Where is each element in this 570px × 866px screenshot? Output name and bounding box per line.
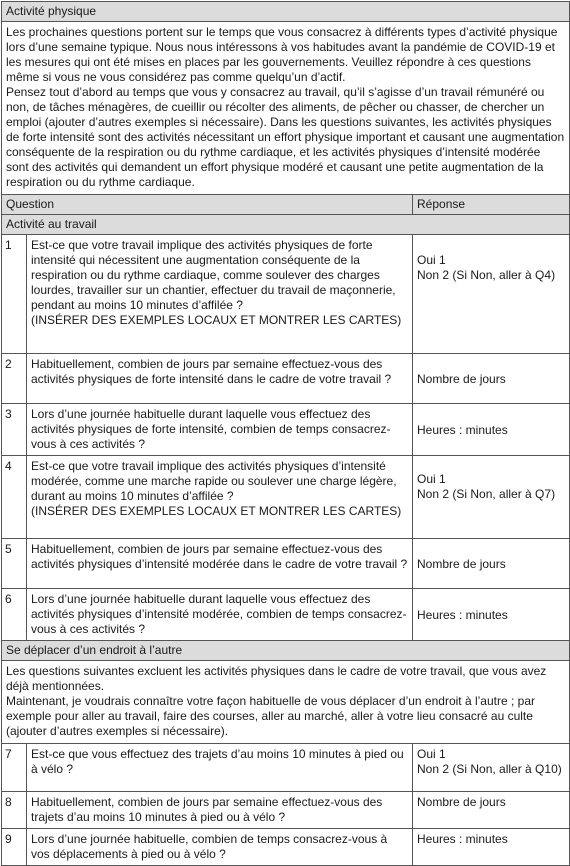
question-number: 3 bbox=[2, 404, 27, 456]
answer-cell bbox=[413, 456, 570, 539]
column-header-question: Question bbox=[2, 195, 413, 215]
question-number: 2 bbox=[2, 354, 27, 404]
question-example-note: (INSÉRER DES EXEMPLES LOCAUX ET MONTRER LES CARTES) bbox=[31, 313, 402, 327]
answer-cell: Nombre de jours bbox=[413, 354, 570, 404]
section-intro bbox=[2, 22, 570, 195]
table-row bbox=[2, 456, 570, 539]
answer-option-no: Non 2 (Si Non, aller à Q10) bbox=[417, 762, 562, 776]
question-text: Lors d’une journée habituelle durant laquelle vous effectuez des activités physiques de forte intensité, combien de temps consacrez-vous à ces activités ? bbox=[27, 404, 413, 456]
table-row bbox=[2, 829, 570, 866]
intro-paragraph-1: Les questions suivantes excluent les activités physiques dans le cadre de votre travail, que vous avez déjà mentionnées. bbox=[6, 664, 547, 693]
table-row bbox=[2, 589, 570, 641]
question-text bbox=[27, 235, 413, 354]
question-body: Est-ce que votre travail implique des activités physiques d’intensité modérée, comme une marche rapide ou soulever une charge légère, durant au moins 10 minutes d’affilée ? bbox=[31, 459, 397, 503]
table-row bbox=[2, 744, 570, 792]
questionnaire-table bbox=[1, 1, 570, 866]
question-number: 1 bbox=[2, 235, 27, 354]
question-body: Est-ce que votre travail implique des activités physiques de forte intensité qui nécessitent une augmentation conséquente de la respiration ou du rythme cardiaque, comme soulever des charges lourdes, travailler sur un chantier, effectuer du travail de maçonnerie, pendant au moins 10 minutes d’affilée ? bbox=[31, 238, 396, 312]
table-row bbox=[2, 404, 570, 456]
intro-paragraph-2: Pensez tout d’abord au temps que vous y consacrez au travail, qu’il s’agisse d’un travail rémunéré ou non, de tâches ménagères, de cueillir ou récolter des aliments, de pêcher ou chasser, de chercher un emploi (ajouter d’autres exemples si nécessaire). Dans les questions suivantes, les activités physiques de forte intensité sont des activités nécessitant un effort physique important et causant une augmentation conséquente de la respiration ou du rythme cardiaque, et les activités physiques d’intensité modérée sont des activités qui demandent un effort physique modéré et causant une petite augmentation de la respiration ou du rythme cardiaque. bbox=[6, 85, 565, 189]
answer-cell: Heures : minutes bbox=[413, 404, 570, 456]
intro-paragraph-2: Maintenant, je voudrais connaître votre façon habituelle de vous déplacer d’un endroit à l’autre ; par exemple pour aller au travail, faire des courses, aller au marché, aller à votre lieu consacré au culte (ajouter d’autres exemples si nécessaire). bbox=[6, 694, 535, 738]
table-row bbox=[2, 792, 570, 829]
table-row bbox=[2, 235, 570, 354]
table-row bbox=[2, 354, 570, 404]
question-text: Habituellement, combien de jours par semaine effectuez-vous des trajets d’au moins 10 minutes à pied ou à vélo ? bbox=[27, 792, 413, 829]
answer-cell: Heures : minutes bbox=[413, 589, 570, 641]
question-number: 5 bbox=[2, 539, 27, 589]
answer-cell: Heures : minutes bbox=[413, 829, 570, 866]
question-text: Lors d’une journée habituelle, combien de temps consacrez-vous à vos déplacements à pied ou à vélo ? bbox=[27, 829, 413, 866]
question-text: Lors d’une journée habituelle durant laquelle vous effectuez des activités physiques d’intensité modérée, combien de temps consacrez-vous à ces activités ? bbox=[27, 589, 413, 641]
section-intro bbox=[2, 661, 570, 744]
table-row bbox=[2, 539, 570, 589]
answer-cell: Nombre de jours bbox=[413, 539, 570, 589]
column-header-response: Réponse bbox=[413, 195, 570, 215]
section-title-physical-activity: Activité physique bbox=[2, 2, 570, 22]
question-number: 4 bbox=[2, 456, 27, 539]
section-title-work: Activité au travail bbox=[2, 215, 570, 235]
question-text: Habituellement, combien de jours par semaine effectuez-vous des activités physiques d’intensité modérée dans le cadre de votre travail ? bbox=[27, 539, 413, 589]
answer-option-yes: Oui 1 bbox=[417, 253, 446, 267]
question-number: 6 bbox=[2, 589, 27, 641]
question-example-note: (INSÉRER DES EXEMPLES LOCAUX ET MONTRER LES CARTES) bbox=[31, 504, 402, 518]
answer-option-no: Non 2 (Si Non, aller à Q7) bbox=[417, 487, 556, 501]
question-number: 7 bbox=[2, 744, 27, 792]
answer-cell bbox=[413, 235, 570, 354]
question-text bbox=[27, 456, 413, 539]
answer-option-yes: Oui 1 bbox=[417, 472, 446, 486]
intro-paragraph-1: Les prochaines questions portent sur le temps que vous consacrez à différents types d’activité physique lors d’une semaine typique. Nous nous intéressons à vos habitudes avant la pandémie de COVID-19 et les mesures qui ont été mises en places par les gouvernements. Veuillez répondre à ces questions même si vous ne vous considérez pas comme quelqu’un d’actif. bbox=[6, 25, 558, 84]
answer-cell: Nombre de jours bbox=[413, 792, 570, 829]
question-text: Est-ce que vous effectuez des trajets d’au moins 10 minutes à pied ou à vélo ? bbox=[27, 744, 413, 792]
question-number: 9 bbox=[2, 829, 27, 866]
answer-cell bbox=[413, 744, 570, 792]
section-title-travel: Se déplacer d’un endroit à l’autre bbox=[2, 641, 570, 661]
answer-option-yes: Oui 1 bbox=[417, 747, 446, 761]
answer-option-no: Non 2 (Si Non, aller à Q4) bbox=[417, 268, 556, 282]
question-text: Habituellement, combien de jours par semaine effectuez-vous des activités physiques de forte intensité dans le cadre de votre travail ? bbox=[27, 354, 413, 404]
question-number: 8 bbox=[2, 792, 27, 829]
